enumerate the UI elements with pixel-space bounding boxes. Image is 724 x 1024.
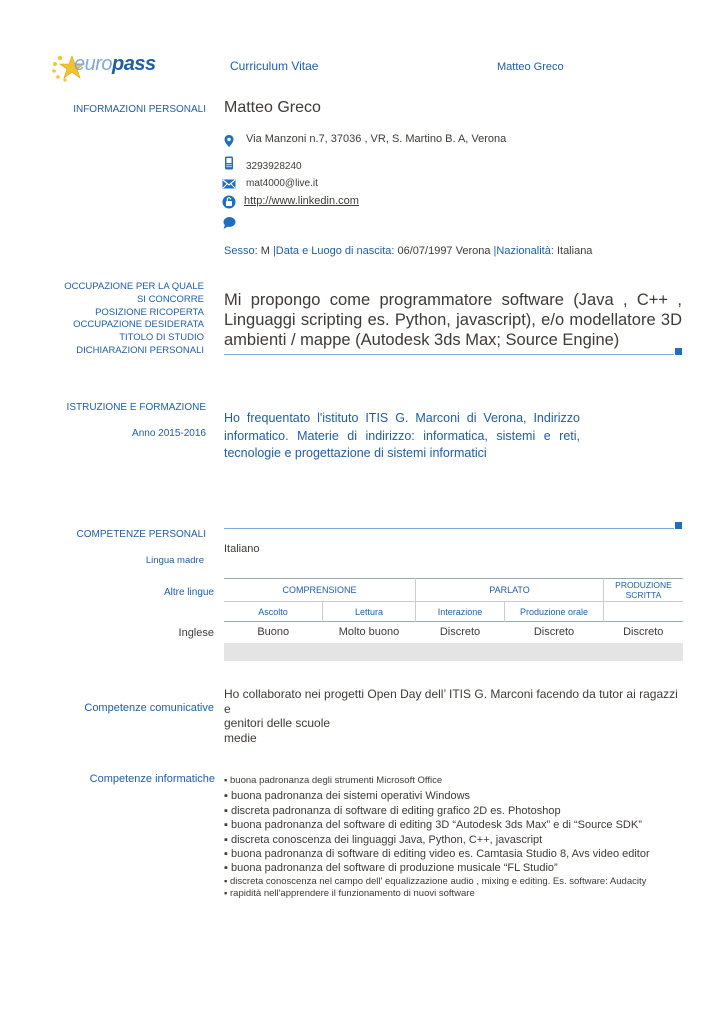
objective-label-6: DICHIARAZIONI PERSONALI bbox=[76, 344, 204, 356]
subheader-interazione: Interazione bbox=[416, 602, 505, 622]
email-address[interactable]: mat4000@live.it bbox=[246, 178, 318, 189]
communicative-label: Competenze comunicative bbox=[84, 702, 214, 714]
value-produzione-scritta: Discreto bbox=[623, 626, 664, 639]
objective-rule-marker bbox=[675, 348, 682, 355]
birth-value: 06/07/1997 Verona bbox=[397, 245, 491, 257]
mother-tongue-value: Italiano bbox=[224, 543, 260, 555]
computer-skill-5: discreta conoscenza dei linguaggi Java, Python, C++, javascript bbox=[230, 834, 543, 846]
communicative-line-1: Ho collaborato nei progetti Open Day dell’ ITIS G. Marconi facendo da tutor ai ragazzi e bbox=[224, 687, 678, 716]
section-label-personal: INFORMAZIONI PERSONALI bbox=[73, 104, 206, 115]
list-item: ▪ buona padronanza del software di editing 3D “Autodesk 3ds Max” e di “Source SDK” bbox=[224, 819, 642, 831]
list-item: ▪ discreta conoscenza nel campo dell' equalizzazione audio , mixing e editing. Es. software: Audacity bbox=[224, 876, 647, 887]
location-icon bbox=[222, 134, 236, 148]
mother-tongue-label: Lingua madre bbox=[145, 555, 204, 566]
subheader-produzione-orale: Produzione orale bbox=[505, 602, 604, 622]
person-name: Matteo Greco bbox=[224, 99, 321, 116]
doc-title: Curriculum Vitae bbox=[230, 59, 319, 73]
value-interazione: Discreto bbox=[439, 626, 481, 639]
objective-label-1: OCCUPAZIONE PER LA QUALE bbox=[64, 281, 204, 292]
value-produzione-orale: Discreto bbox=[533, 626, 575, 639]
computer-skill-2: buona padronanza dei sistemi operativi Windows bbox=[230, 790, 471, 802]
table-footer-row bbox=[224, 643, 683, 661]
nationality-label: |Nazionalità: bbox=[493, 245, 554, 257]
list-item: ▪ discreta conoscenza dei linguaggi Java, Python, C++, javascript bbox=[224, 834, 543, 846]
objective-labels bbox=[64, 281, 204, 358]
value-lettura: Molto buono bbox=[338, 626, 400, 639]
list-item: ▪ buona padronanza di software di editing video es. Camtasia Studio 8, Avs video editor bbox=[224, 848, 650, 860]
header-comprensione: COMPRENSIONE bbox=[224, 579, 416, 602]
header-name: Matteo Greco bbox=[497, 61, 564, 73]
computer-skills-label: Competenze informatiche bbox=[89, 773, 215, 785]
computer-skill-7: buona padronanza del software di produzione musicale “FL Studio” bbox=[230, 862, 558, 874]
address: Via Manzoni n.7, 37036 , VR, S. Martino B. A, Verona bbox=[246, 133, 507, 145]
section-label-skills: COMPETENZE PERSONALI bbox=[76, 529, 206, 540]
sesso-value: M bbox=[260, 245, 270, 257]
birth-label: |Data e Luogo di nascita: bbox=[272, 245, 395, 257]
section-label-education: ISTRUZIONE E FORMAZIONE bbox=[66, 402, 206, 413]
list-item: ▪ buona padronanza del software di produzione musicale “FL Studio” bbox=[224, 862, 558, 874]
list-item: ▪ buona padronanza degli strumenti Microsoft Office bbox=[224, 775, 443, 786]
table-row bbox=[224, 622, 683, 643]
website-icon bbox=[222, 195, 236, 209]
computer-skill-4: buona padronanza del software di editing 3D “Autodesk 3ds Max” e di “Source SDK” bbox=[230, 819, 642, 831]
computer-skill-1: buona padronanza degli strumenti Microsoft Office bbox=[230, 775, 443, 786]
sesso-label: Sesso: bbox=[224, 245, 258, 257]
list-item: ▪ rapidità nell'apprendere il funzionamento di nuovi software bbox=[224, 888, 475, 899]
objective-label-5: TITOLO DI STUDIO bbox=[119, 332, 204, 344]
subheader-lettura: Lettura bbox=[323, 602, 416, 622]
objective-rule bbox=[224, 354, 674, 355]
education-text: Ho frequentato l'istituto ITIS G. Marconi di Verona, Indirizzo informatico. Materie di indirizzo: informatica, sistemi e reti, tecnologie e progettazione di sistemi informatici bbox=[224, 411, 580, 460]
computer-skill-3: discreta padronanza di software di editing grafico 2D es. Photoshop bbox=[230, 805, 561, 817]
objective-text: Mi propongo come programmatore software (Java , C++ , Linguaggi scripting es. Python, javascript), e/o modellatore 3D ambienti / mappe (Autodesk 3ds Max; Source Engine) bbox=[224, 291, 682, 349]
header-parlato: PARLATO bbox=[416, 579, 604, 602]
website-link[interactable]: http://www.linkedin.com bbox=[244, 195, 359, 207]
objective-label-4: OCCUPAZIONE DESIDERATA bbox=[73, 319, 204, 331]
email-icon bbox=[222, 177, 236, 191]
header-produzione-scritta: PRODUZIONE SCRITTA bbox=[615, 580, 672, 600]
list-item: ▪ discreta padronanza di software di editing grafico 2D es. Photoshop bbox=[224, 805, 561, 817]
europass-wordmark: europass bbox=[74, 53, 156, 75]
other-languages-label: Altre lingue bbox=[163, 587, 214, 598]
education-year: Anno 2015-2016 bbox=[132, 428, 206, 439]
computer-skill-6: buona padronanza di software di editing video es. Camtasia Studio 8, Avs video editor bbox=[230, 848, 650, 860]
subheader-empty bbox=[604, 602, 684, 622]
list-item: ▪ buona padronanza dei sistemi operativi Windows bbox=[224, 790, 471, 802]
personal-details bbox=[224, 245, 592, 257]
language-name: Inglese bbox=[178, 627, 214, 639]
computer-skill-8: discreta conoscenza nel campo dell' equalizzazione audio , mixing e editing. Es. software: Audacity bbox=[230, 876, 647, 887]
phone-number: 3293928240 bbox=[246, 161, 302, 172]
communicative-line-2: genitori delle scuole bbox=[224, 716, 331, 730]
chat-icon bbox=[222, 216, 236, 230]
communicative-text bbox=[224, 687, 684, 745]
skills-rule bbox=[224, 528, 674, 529]
computer-skill-9: rapidità nell'apprendere il funzionamento di nuovi software bbox=[230, 888, 475, 899]
subheader-ascolto: Ascolto bbox=[224, 602, 323, 622]
objective-label-2: SI CONCORRE bbox=[136, 293, 204, 305]
value-ascolto: Buono bbox=[257, 626, 290, 639]
nationality-value: Italiana bbox=[556, 245, 593, 257]
objective-label-3: POSIZIONE RICOPERTA bbox=[95, 306, 204, 318]
skills-rule-marker bbox=[675, 522, 682, 529]
communicative-line-3: medie bbox=[224, 730, 257, 745]
language-table bbox=[224, 578, 683, 661]
phone-icon bbox=[222, 156, 236, 170]
europass-logo bbox=[50, 50, 156, 84]
